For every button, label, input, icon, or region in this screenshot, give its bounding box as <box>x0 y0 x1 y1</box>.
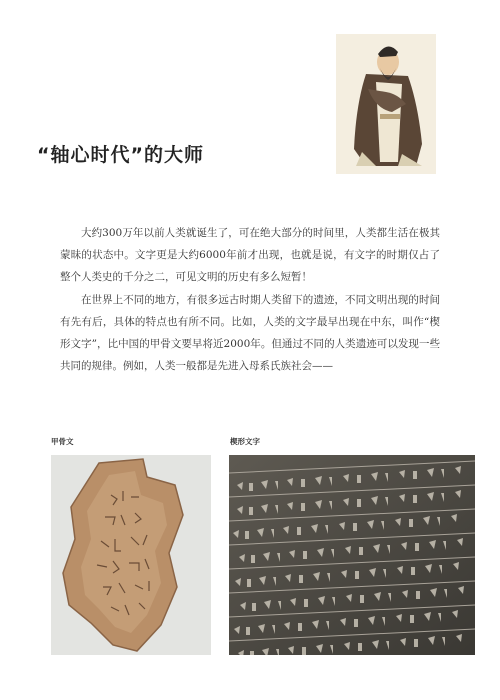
paragraph: 大约300万年以前人类就诞生了，可在绝大部分的时间里，人类都生活在极其蒙昧的状态中。文字更是大约6000年前才出现，也就是说，有文字的时期仅占了整个人类史的千分之二，可见文明的历史有多么短暂！ <box>60 227 440 284</box>
cuneiform-tablet-image <box>229 455 475 655</box>
paragraph: 在世界上不同的地方，有很多远古时期人类留下的遗迹，不同文明出现的时间有先有后，具体的特点也有所不同。比如，人类的文字最早出现在中东，叫作“楔形文字”，比中国的甲骨文要早将近2000年。但通过不同的人类遗迹可以发现一些共同的规律。例如，人类一般都是先进入母系氏族社会—— <box>60 293 440 373</box>
oracle-bone-caption: 甲骨文 <box>51 437 74 446</box>
page-title: “轴心时代”的大师 <box>37 144 204 166</box>
body-text <box>60 222 440 377</box>
oracle-bone-image <box>51 455 211 655</box>
confucius-portrait-image <box>336 34 436 174</box>
cuneiform-caption: 楔形文字 <box>230 437 260 446</box>
